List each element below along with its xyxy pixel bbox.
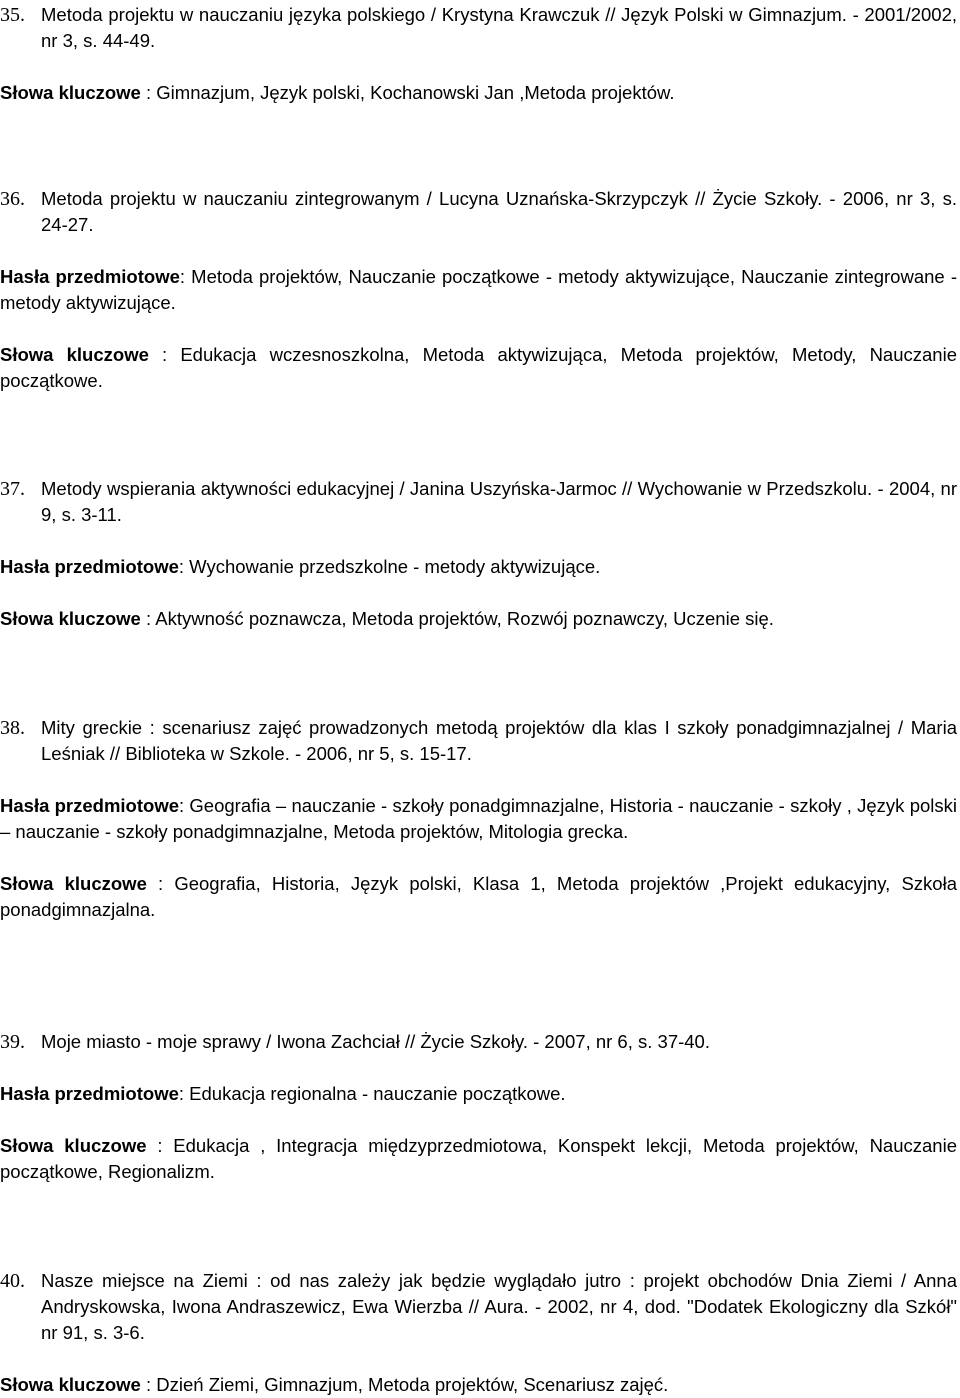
entry-title: Metody wspierania aktywności edukacyjnej / Janina Uszyńska-Jarmoc // Wychowanie w Przedszkolu. - 2004, nr 9, s. 3-11. xyxy=(41,478,957,525)
bibliography-entry xyxy=(0,476,957,632)
entry-title: Metoda projektu w nauczaniu języka polskiego / Krystyna Krawczuk // Język Polski w Gimnazjum. - 2001/2002, nr 3, s. 44-49. xyxy=(41,4,957,51)
subjects-field xyxy=(0,554,957,580)
bibliography-entry xyxy=(0,715,957,923)
keywords-label: Słowa kluczowe xyxy=(0,344,149,365)
entry-title: Nasze miejsce na Ziemi : od nas zależy jak będzie wyglądało jutro : projekt obchodów Dnia Ziemi / Anna Andryskowska, Iwona Andraszewicz, Ewa Wierzba // Aura. - 2002, nr 4, dod. "Dodatek Ekologiczny dla Szkół" nr 91, s. 3-6. xyxy=(41,1270,957,1343)
subjects-value: : Metoda projektów, Nauczanie początkowe - metody aktywizujące, Nauczanie zintegrowane - metody aktywizujące. xyxy=(0,266,957,313)
keywords-field xyxy=(0,342,957,394)
subjects-value: : Wychowanie przedszkolne - metody aktywizujące. xyxy=(178,556,601,577)
entry-heading xyxy=(0,1029,957,1055)
subjects-label: Hasła przedmiotowe xyxy=(0,795,179,816)
keywords-label: Słowa kluczowe xyxy=(0,1374,141,1395)
keywords-value: : Gimnazjum, Język polski, Kochanowski Jan ,Metoda projektów. xyxy=(140,82,675,103)
entry-heading xyxy=(0,715,957,767)
keywords-label: Słowa kluczowe xyxy=(0,82,141,103)
subjects-field xyxy=(0,264,957,316)
keywords-field xyxy=(0,606,957,632)
keywords-value: : Dzień Ziemi, Gimnazjum, Metoda projektów, Scenariusz zajęć. xyxy=(140,1374,669,1395)
keywords-field xyxy=(0,80,957,106)
entry-number: 36. xyxy=(0,188,25,210)
subjects-field xyxy=(0,1081,957,1107)
keywords-label: Słowa kluczowe xyxy=(0,1135,147,1156)
entry-number: 37. xyxy=(0,478,25,500)
entry-title: Metoda projektu w nauczaniu zintegrowanym / Lucyna Uznańska-Skrzypczyk // Życie Szkoły. - 2006, nr 3, s. 24-27. xyxy=(41,188,957,235)
keywords-value: : Aktywność poznawcza, Metoda projektów, Rozwój poznawczy, Uczenie się. xyxy=(140,608,774,629)
keywords-value: : Edukacja wczesnoszkolna, Metoda aktywizująca, Metoda projektów, Metody, Nauczanie początkowe. xyxy=(0,344,957,391)
keywords-field xyxy=(0,871,957,923)
keywords-field xyxy=(0,1372,957,1398)
entry-number: 40. xyxy=(0,1270,25,1292)
bibliography-entry xyxy=(0,2,957,106)
keywords-field xyxy=(0,1133,957,1185)
entry-number: 35. xyxy=(0,4,25,26)
entry-heading xyxy=(0,1268,957,1346)
entry-heading xyxy=(0,2,957,54)
keywords-value: : Edukacja , Integracja międzyprzedmiotowa, Konspekt lekcji, Metoda projektów, Nauczanie początkowe, Regionalizm. xyxy=(0,1135,957,1182)
entry-number: 39. xyxy=(0,1031,25,1053)
bibliography-entry xyxy=(0,1268,957,1398)
subjects-field xyxy=(0,793,957,845)
subjects-value: : Edukacja regionalna - nauczanie początkowe. xyxy=(178,1083,566,1104)
bibliography-entry xyxy=(0,1029,957,1185)
entry-title: Mity greckie : scenariusz zajęć prowadzonych metodą projektów dla klas I szkoły ponadgimnazjalnej / Maria Leśniak // Biblioteka w Szkole. - 2006, nr 5, s. 15-17. xyxy=(41,717,957,764)
subjects-label: Hasła przedmiotowe xyxy=(0,1083,179,1104)
subjects-value: : Geografia – nauczanie - szkoły ponadgimnazjalne, Historia - nauczanie - szkoły , Język polski – nauczanie - szkoły ponadgimnazjalne, Metoda projektów, Mitologia grecka. xyxy=(0,795,957,842)
subjects-label: Hasła przedmiotowe xyxy=(0,266,180,287)
entry-number: 38. xyxy=(0,717,25,739)
keywords-value: : Geografia, Historia, Język polski, Klasa 1, Metoda projektów ,Projekt edukacyjny, Szkoła ponadgimnazjalna. xyxy=(0,873,957,920)
entry-heading xyxy=(0,476,957,528)
bibliography-entry xyxy=(0,186,957,394)
entry-heading xyxy=(0,186,957,238)
subjects-label: Hasła przedmiotowe xyxy=(0,556,179,577)
keywords-label: Słowa kluczowe xyxy=(0,873,147,894)
entry-title: Moje miasto - moje sprawy / Iwona Zachciał // Życie Szkoły. - 2007, nr 6, s. 37-40. xyxy=(41,1031,710,1052)
keywords-label: Słowa kluczowe xyxy=(0,608,141,629)
